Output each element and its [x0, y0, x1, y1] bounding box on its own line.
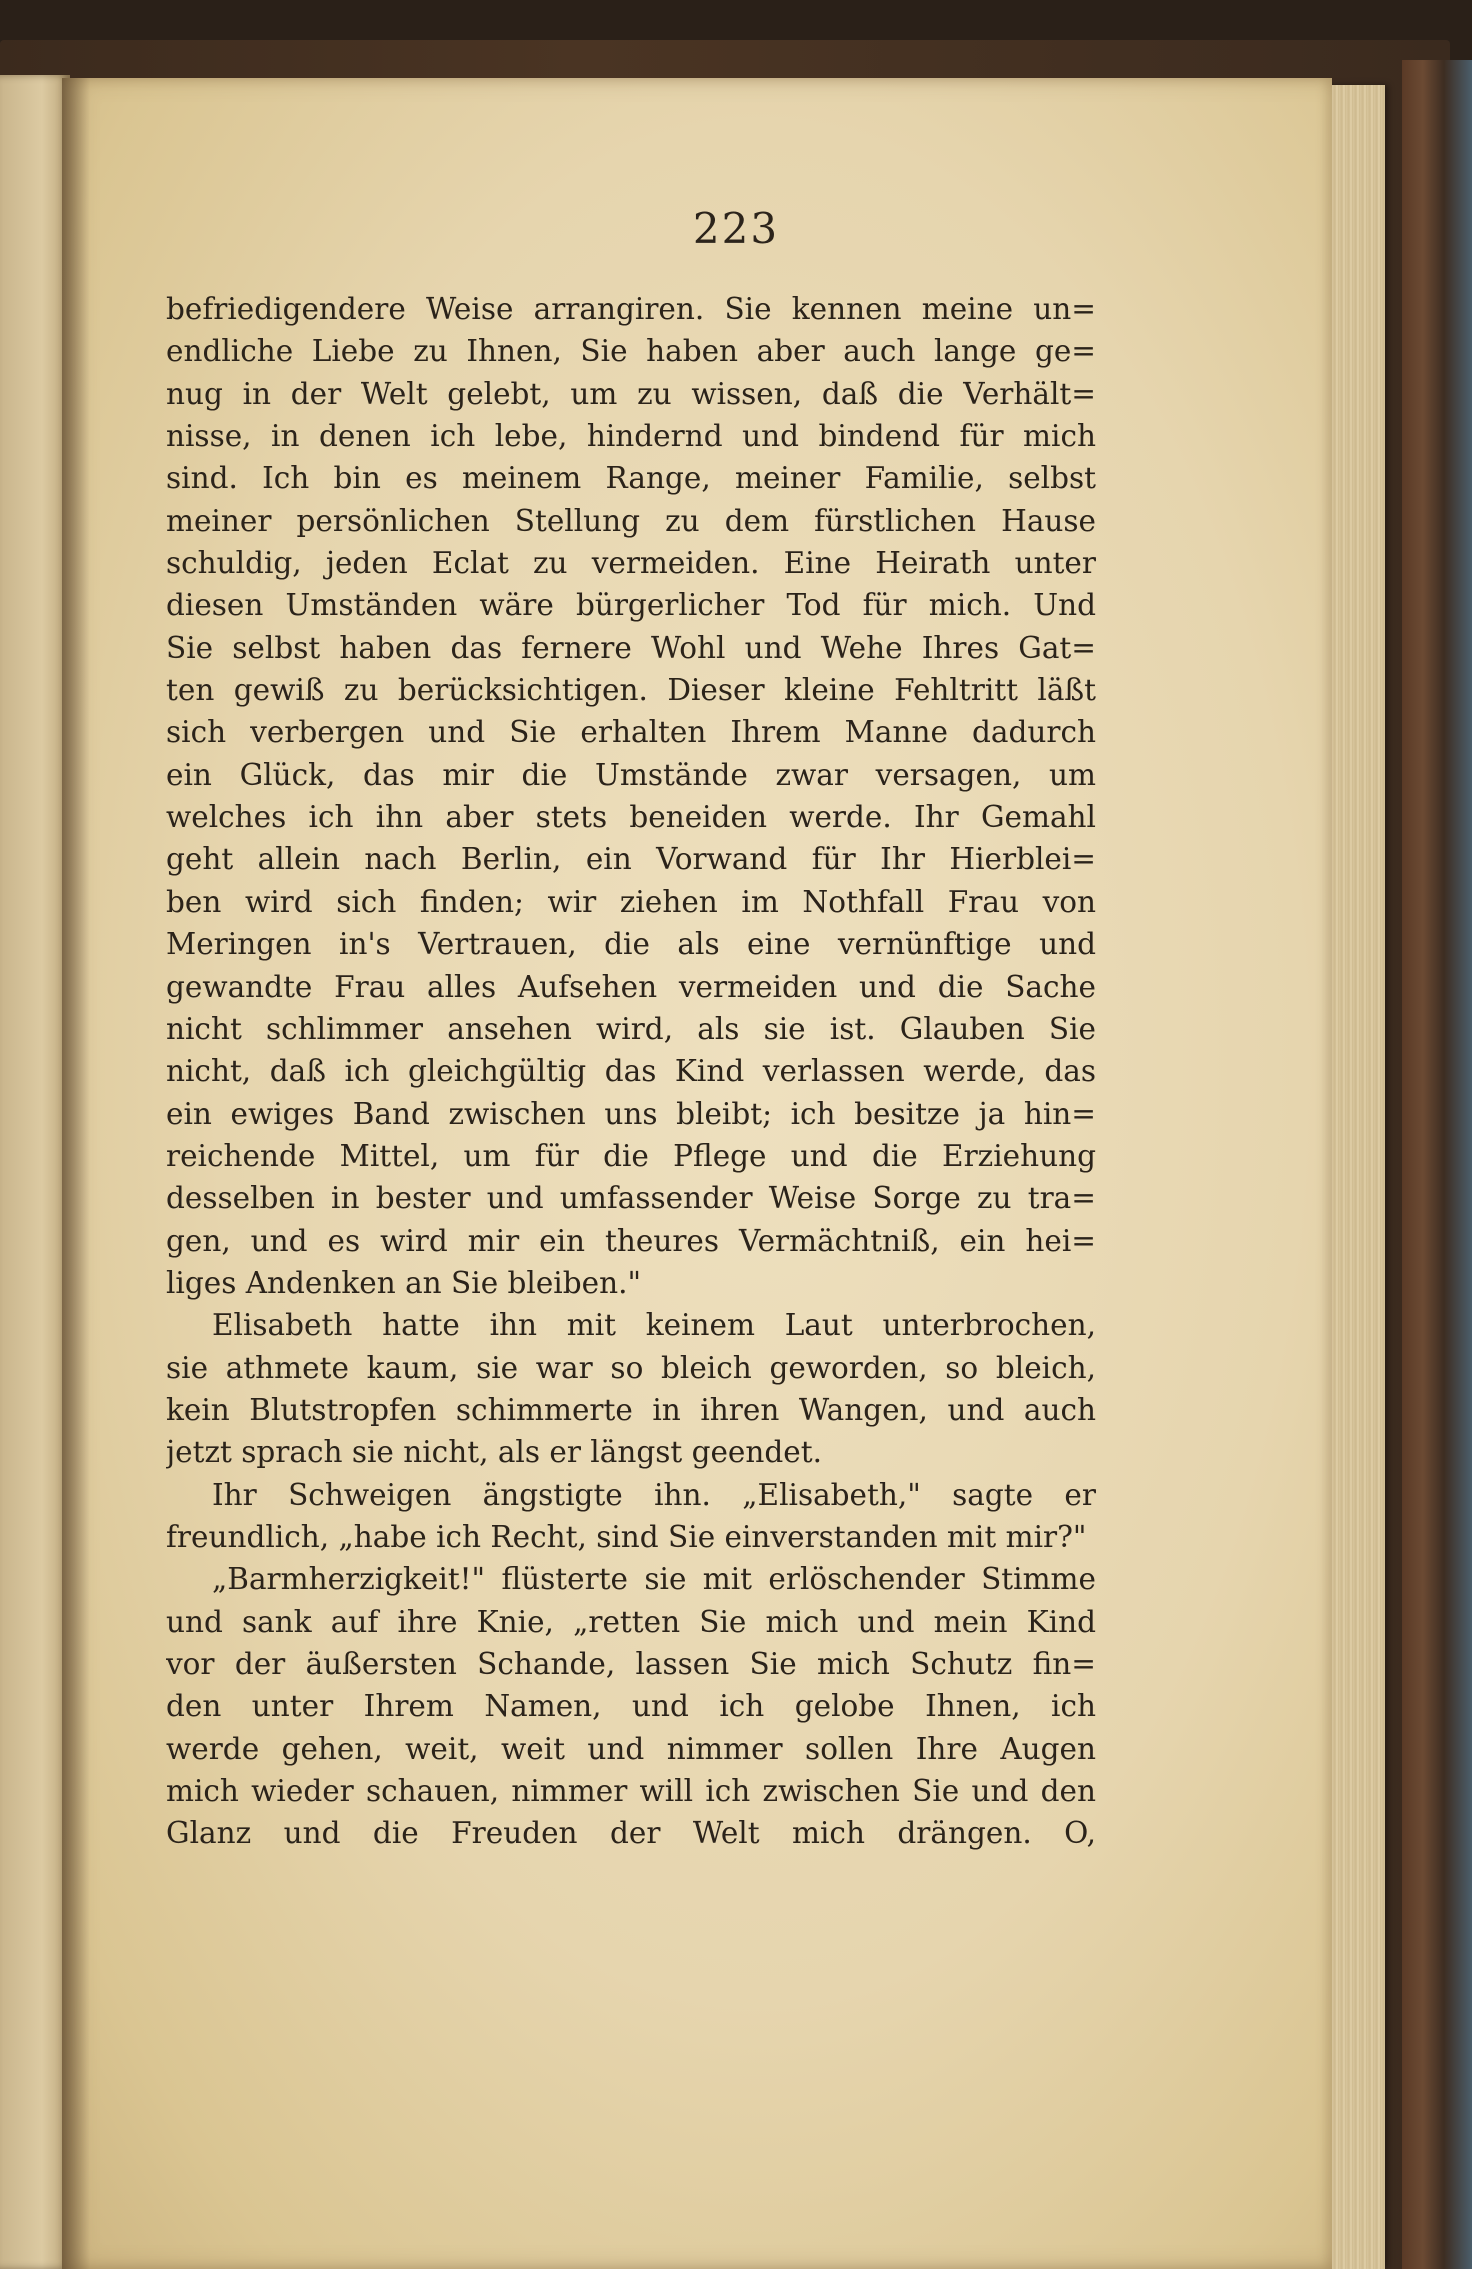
text-line: geht allein nach Berlin, ein Vorwand für Ihr Hierblei= [166, 842, 1096, 877]
text-line: Sie selbst haben das fernere Wohl und Wehe Ihres Gat= [166, 630, 1096, 665]
text-line: vor der äußersten Schande, lassen Sie mich Schutz fin= [166, 1647, 1096, 1681]
text-line: nisse, in denen ich lebe, hindernd und bindend für mich [166, 419, 1096, 454]
text-line: endliche Liebe zu Ihnen, Sie haben aber auch lange ge= [166, 334, 1096, 369]
text-line: ein ewiges Band zwischen uns bleibt; ich besitze ja hin= [166, 1096, 1096, 1131]
cover-edge [1402, 60, 1472, 2269]
text-line: diesen Umständen wäre bürgerlicher Tod für mich. Und [166, 588, 1096, 623]
text-line: meiner persönlichen Stellung zu dem fürstlichen Hause [166, 503, 1096, 538]
text-line: befriedigendere Weise arrangiren. Sie kennen meine un= [166, 292, 1096, 326]
text-line: gewandte Frau alles Aufsehen vermeiden und die Sache [166, 969, 1096, 1004]
body-text [166, 288, 1096, 1855]
text-line: sich verbergen und Sie erhalten Ihrem Manne dadurch [166, 715, 1096, 750]
text-line: ben wird sich finden; wir ziehen im Nothfall Frau von [166, 884, 1096, 919]
text-line: werde gehen, weit, weit und nimmer sollen Ihre Augen [166, 1731, 1096, 1766]
text-line: sie athmete kaum, sie war so bleich geworden, so bleich, [166, 1350, 1096, 1385]
text-line: sind. Ich bin es meinem Range, meiner Familie, selbst [166, 461, 1096, 496]
text-line: Ihr Schweigen ängstigte ihn. „Elisabeth," sagte er [212, 1477, 1096, 1512]
gutter-shadow [62, 78, 90, 2269]
text-line: liges Andenken an Sie bleiben." [166, 1265, 642, 1300]
text-line: desselben in bester und umfassender Weise Sorge zu tra= [166, 1181, 1096, 1216]
text-line: den unter Ihrem Namen, und ich gelobe Ihnen, ich [166, 1689, 1096, 1724]
text-line: nicht schlimmer ansehen wird, als sie ist. Glauben Sie [166, 1011, 1096, 1046]
text-line: nug in der Welt gelebt, um zu wissen, daß die Verhält= [166, 376, 1096, 411]
text-line: und sank auf ihre Knie, „retten Sie mich und mein Kind [166, 1604, 1096, 1639]
text-line: gen, und es wird mir ein theures Vermächtniß, ein hei= [166, 1223, 1096, 1258]
text-line: schuldig, jeden Eclat zu vermeiden. Eine Heirath unter [166, 546, 1096, 581]
text-line: ein Glück, das mir die Umstände zwar versagen, um [166, 757, 1096, 792]
text-line: kein Blutstropfen schimmerte in ihren Wangen, und auch [166, 1392, 1096, 1427]
text-line: nicht, daß ich gleichgültig das Kind verlassen werde, das [166, 1054, 1096, 1089]
previous-page-edge [0, 75, 70, 2269]
text-line: Glanz und die Freuden der Welt mich drängen. O, [166, 1816, 1096, 1851]
text-line: freundlich, „habe ich Recht, sind Sie einverstanden mit mir?" [166, 1519, 1087, 1554]
text-line: Meringen in's Vertrauen, die als eine vernünftige und [166, 927, 1096, 962]
text-line: mich wieder schauen, nimmer will ich zwischen Sie und den [166, 1774, 1096, 1809]
text-line: reichende Mittel, um für die Pflege und die Erziehung [166, 1138, 1096, 1173]
text-line: ten gewiß zu berücksichtigen. Dieser kleine Fehltritt läßt [166, 673, 1096, 708]
text-line: „Barmherzigkeit!" flüsterte sie mit erlöschender Stimme [212, 1562, 1096, 1597]
page-number: 223 [692, 204, 780, 253]
text-line: jetzt sprach sie nicht, als er längst geendet. [166, 1435, 822, 1470]
text-line: Elisabeth hatte ihn mit keinem Laut unterbrochen, [212, 1308, 1096, 1343]
text-line: welches ich ihn aber stets beneiden werde. Ihr Gemahl [166, 800, 1096, 835]
